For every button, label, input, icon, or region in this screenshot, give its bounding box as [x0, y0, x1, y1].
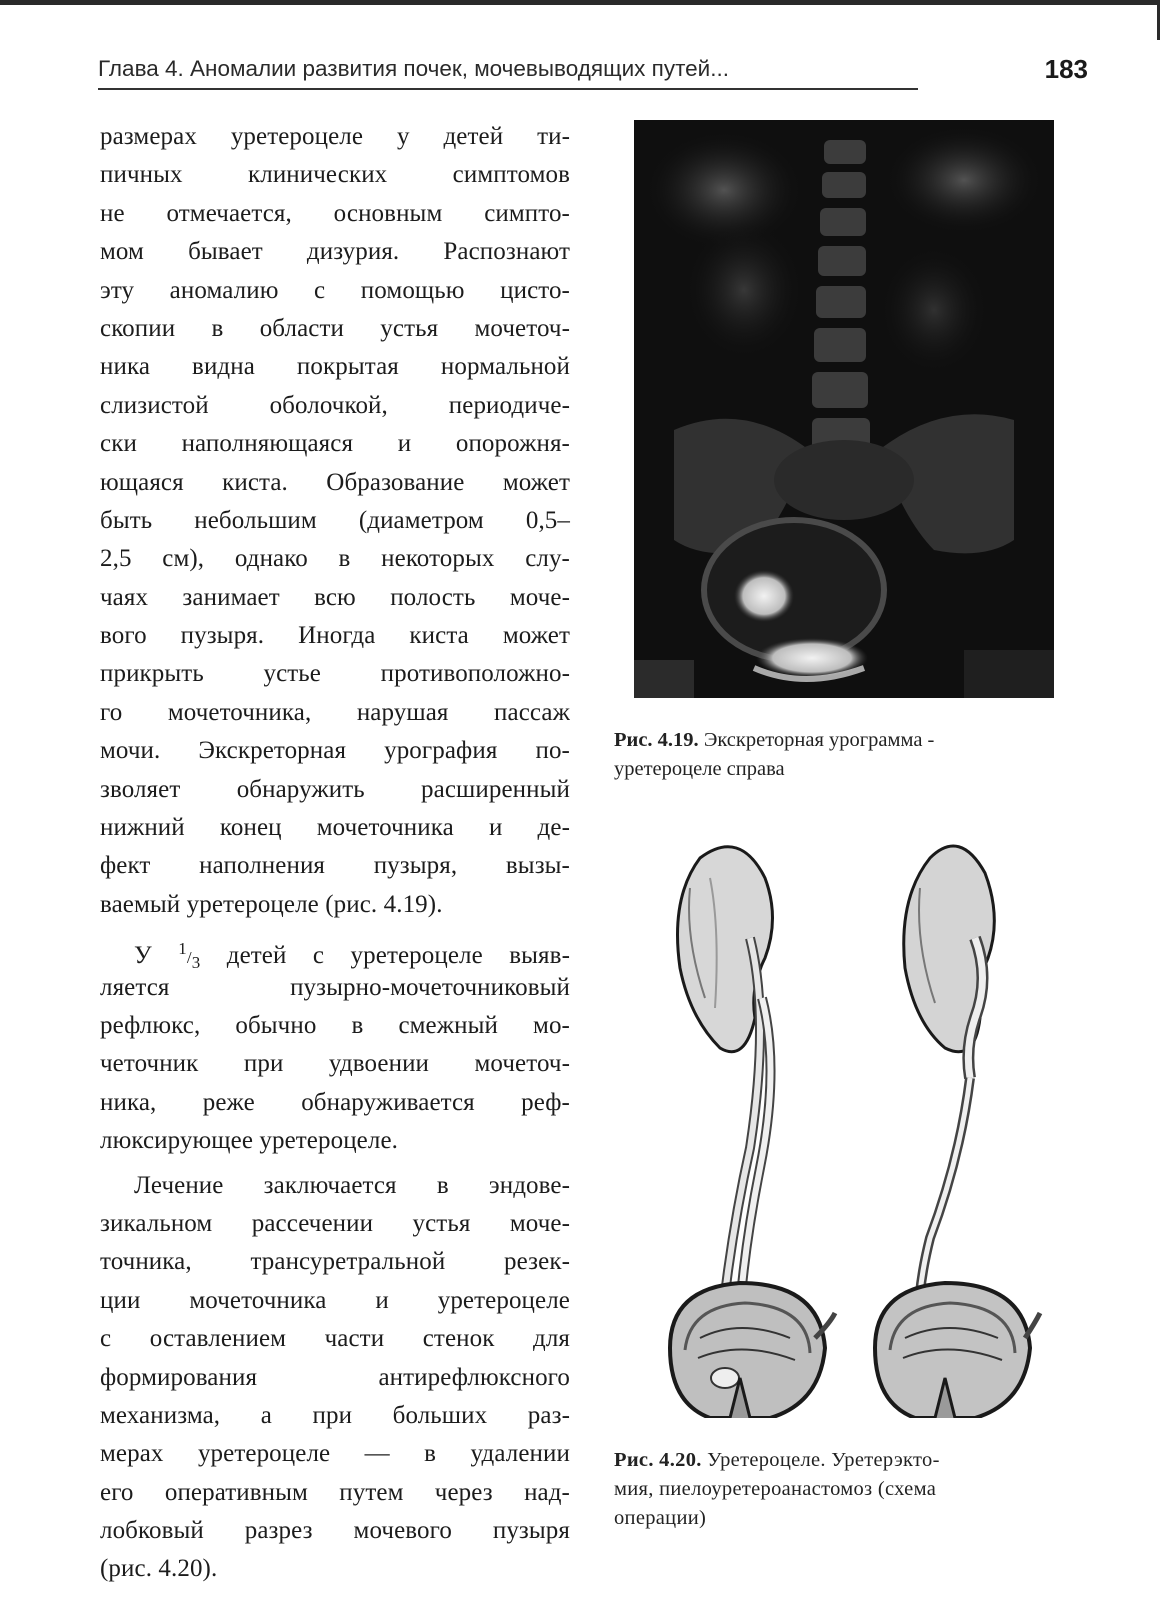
text-line: размерах уретероцеле у детей ти-: [100, 123, 570, 150]
text-line: скопии в области устья мочеточ-: [100, 314, 570, 342]
header-rule: [98, 88, 918, 90]
text-line: зволяет обнаружить расширенный: [100, 775, 570, 803]
text-line: нижний конец мочеточника и де-: [100, 814, 570, 842]
page-number: 183: [1044, 54, 1088, 84]
page-top-border: [0, 0, 1160, 5]
text-line: четочник при удвоении мочеточ-: [100, 1050, 570, 1078]
text-line: точника, трансуретральной резек-: [100, 1248, 570, 1276]
fraction: [178, 939, 201, 973]
text-line: прикрыть устье противоположно-: [100, 660, 570, 688]
text-line: го мочеточника, нарушая пассаж: [100, 698, 570, 726]
text-line: (рис. 4.20).: [100, 1555, 218, 1583]
caption-text: Уретероцеле. Уретерэкто-: [701, 1449, 940, 1471]
caption-text: мия, пиелоуретероанастомоз (схема: [614, 1478, 937, 1500]
scheme-before: [670, 847, 835, 1418]
text-fragment: детей с уретероцеле выяв-: [200, 942, 570, 970]
text-line: слизистой оболочкой, периодиче-: [100, 391, 570, 419]
text-line: пичных клинических симптомов: [100, 161, 570, 189]
text-line: 2,5 см), однако в некоторых слу-: [100, 545, 570, 573]
ureterocele-surgery-illustration: [630, 818, 1070, 1418]
caption-text: операции): [614, 1507, 707, 1529]
text-line: ски наполняющаяся и опорожня-: [100, 430, 570, 458]
text-line: мерах уретероцеле — в удалении: [100, 1440, 570, 1468]
caption-text: Экскреторная урограмма -: [698, 729, 935, 751]
scheme-after: [875, 846, 1040, 1418]
text-line: вого пузыря. Иногда киста может: [100, 622, 570, 650]
paragraph-2: [100, 930, 570, 1160]
fraction-denominator: 3: [191, 953, 201, 973]
text-line: ляется пузырно-мочеточниковый: [100, 973, 570, 1001]
text-line: люксирующее уретероцеле.: [100, 1127, 399, 1155]
paragraph-1: [100, 118, 570, 924]
fraction-slash: /: [186, 948, 192, 968]
text-line: зикальном рассечении устья моче-: [100, 1209, 570, 1237]
text-line: ции мочеточника и уретероцеле: [100, 1286, 570, 1314]
text-line: ваемый уретероцеле (рис. 4.19).: [100, 890, 443, 918]
caption-text: уретероцеле справа: [614, 758, 785, 780]
text-line: с оставлением части стенок для: [100, 1325, 570, 1353]
body-text-column: [100, 118, 570, 1589]
paragraph-3: [100, 1167, 570, 1589]
text-line: ника, реже обнаруживается реф-: [100, 1088, 570, 1116]
figure-4-19-caption: [614, 726, 1084, 784]
urogram-xray-image: [634, 120, 1054, 698]
chapter-title: Глава 4. Аномалии развития почек, мочевыводящих путей...: [98, 56, 729, 81]
figure-label: Рис. 4.20.: [614, 1449, 702, 1471]
text-line: его оперативным путем через над-: [100, 1478, 570, 1506]
text-line: лобковый разрез мочевого пузыря: [100, 1517, 570, 1545]
text-line: рефлюкс, обычно в смежный мо-: [100, 1011, 570, 1039]
text-line: ющаяся киста. Образование может: [100, 468, 570, 496]
text-line: мочи. Экскреторная урография по-: [100, 737, 570, 765]
text-line: механизма, а при больших раз-: [100, 1401, 570, 1429]
text-line: мом бывает дизурия. Распознают: [100, 238, 570, 266]
text-line-with-fraction: [100, 930, 570, 973]
text-line: чаях занимает всю полость моче-: [100, 583, 570, 611]
text-line: эту аномалию с помощью цисто-: [100, 276, 570, 304]
text-line: ника видна покрытая нормальной: [100, 353, 570, 381]
running-header: [98, 54, 1088, 94]
text-fragment: У: [134, 942, 179, 970]
text-line: формирования антирефлюксного: [100, 1363, 570, 1391]
text-line: не отмечается, основным симпто-: [100, 199, 570, 227]
text-line: фект наполнения пузыря, вызы-: [100, 852, 570, 880]
text-line: Лечение заключается в эндове-: [134, 1171, 570, 1199]
figure-4-20-caption: [614, 1446, 1094, 1533]
fraction-numerator: 1: [178, 939, 187, 959]
text-line: быть небольшим (диаметром 0,5–: [100, 506, 570, 534]
figure-label: Рис. 4.19.: [614, 729, 699, 751]
